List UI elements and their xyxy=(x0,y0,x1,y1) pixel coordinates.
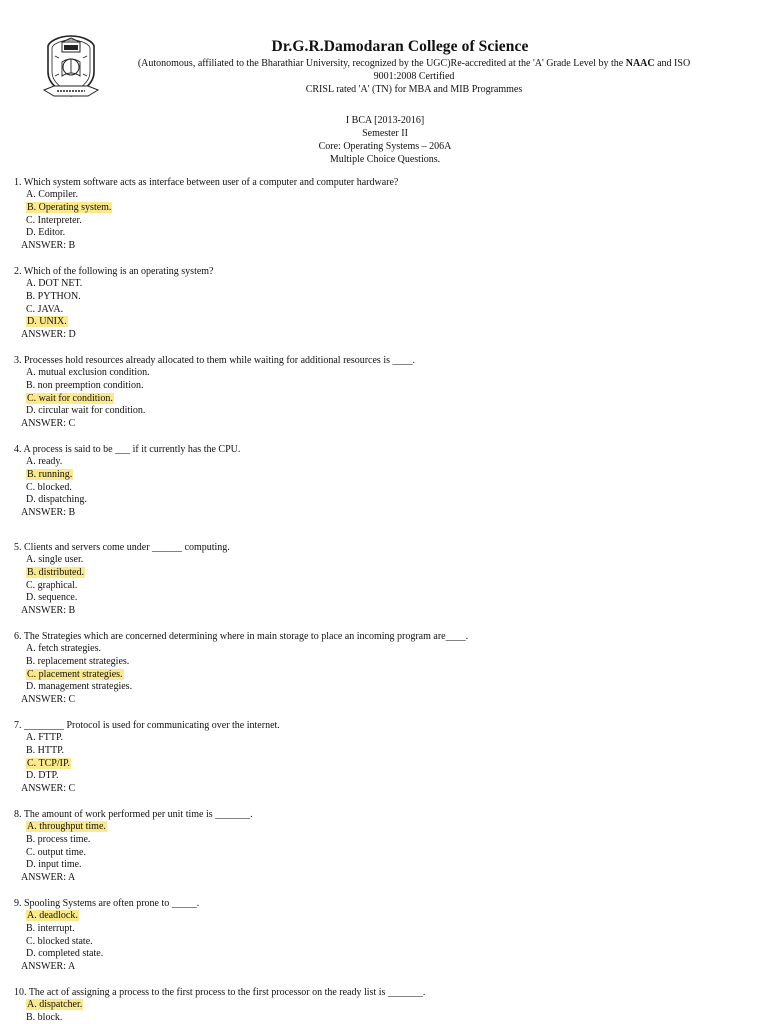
answer-option xyxy=(14,669,468,682)
option-text: B. non preemption condition. xyxy=(26,379,144,391)
answer-key: ANSWER: A xyxy=(21,872,76,884)
answer-key: ANSWER: C xyxy=(21,418,76,430)
answer-key: ANSWER: D xyxy=(21,329,76,341)
question-item xyxy=(14,354,415,431)
question-text: 2. Which of the following is an operating system? xyxy=(14,266,214,277)
question-text: 8. The amount of work performed per unit time is _______. xyxy=(14,809,253,820)
answer-option xyxy=(14,999,425,1012)
option-text: D. input time. xyxy=(26,859,82,871)
answer-option xyxy=(14,304,214,317)
highlighted-answer: A. dispatcher. xyxy=(27,999,83,1010)
course-batch: I BCA [2013-2016] xyxy=(345,115,425,126)
option-text: C. Interpreter. xyxy=(26,214,82,226)
answer-option xyxy=(14,469,240,482)
answer-option xyxy=(14,227,398,240)
answer-option xyxy=(14,215,398,228)
answer-option xyxy=(14,482,240,495)
answer-option xyxy=(14,189,398,202)
highlighted-answer: C. wait for condition. xyxy=(27,392,113,404)
option-text: A. Compiler. xyxy=(26,189,78,200)
option-text: A. ready. xyxy=(26,456,63,467)
option-text: A. FTTP. xyxy=(26,732,63,743)
college-emblem-icon xyxy=(40,32,102,102)
highlighted-answer: A. deadlock. xyxy=(27,910,78,921)
option-text: C. JAVA. xyxy=(26,303,64,315)
course-info xyxy=(190,114,580,166)
answer-key: ANSWER: B xyxy=(21,240,76,252)
answer-key: ANSWER: A xyxy=(21,961,76,973)
answer-option xyxy=(14,494,240,507)
highlighted-answer: C. placement strategies. xyxy=(27,668,123,680)
option-text: D. dispatching. xyxy=(26,494,87,506)
answer-key: ANSWER: B xyxy=(21,605,76,617)
question-text: 4. A process is said to be ___ if it currently has the CPU. xyxy=(14,444,241,455)
highlighted-answer: C. TCP/IP. xyxy=(27,757,70,769)
course-semester: Semester II xyxy=(362,128,408,139)
question-item xyxy=(14,443,240,520)
option-text: D. circular wait for condition. xyxy=(26,405,146,417)
highlighted-answer: B. Operating system. xyxy=(27,201,112,213)
option-text: B. HTTP. xyxy=(26,744,65,756)
answer-option xyxy=(14,656,468,669)
option-text: C. output time. xyxy=(26,846,86,858)
answer-option xyxy=(14,316,214,329)
question-text: 1. Which system software acts as interface between user of a computer and computer hardware? xyxy=(14,177,399,188)
option-text: D. completed state. xyxy=(26,948,104,960)
answer-option xyxy=(14,278,214,291)
question-item xyxy=(14,176,398,253)
answer-option xyxy=(14,456,240,469)
answer-key: ANSWER: C xyxy=(21,694,76,706)
answer-option xyxy=(14,732,280,745)
answer-option xyxy=(14,580,230,593)
answer-option xyxy=(14,554,230,567)
answer-option xyxy=(14,405,415,418)
option-text: C. blocked. xyxy=(26,481,72,493)
option-text: B. interrupt. xyxy=(26,922,75,934)
answer-option xyxy=(14,821,253,834)
question-text: 5. Clients and servers come under ______ computing. xyxy=(14,542,230,553)
answer-option xyxy=(14,202,398,215)
question-item xyxy=(14,541,230,618)
answer-option xyxy=(14,770,280,783)
question-item xyxy=(14,808,253,885)
answer-option xyxy=(14,910,199,923)
answer-option xyxy=(14,567,230,580)
question-text: 9. Spooling Systems are often prone to _____. xyxy=(14,898,200,909)
answer-option xyxy=(14,758,280,771)
option-text: A. single user. xyxy=(26,554,84,565)
option-text: D. management strategies. xyxy=(26,681,133,693)
option-text: A. fetch strategies. xyxy=(26,643,101,654)
highlighted-answer: B. distributed. xyxy=(27,566,84,578)
question-item xyxy=(14,719,280,796)
course-core: Core: Operating Systems – 206A xyxy=(318,141,452,152)
answer-option xyxy=(14,745,280,758)
option-text: B. process time. xyxy=(26,833,91,845)
question-text: 10. The act of assigning a process to the first process to the first processor on the ready list is _______. xyxy=(14,987,426,998)
question-item xyxy=(14,897,199,974)
option-text: D. Editor. xyxy=(26,227,66,239)
answer-key: ANSWER: B xyxy=(21,507,76,519)
option-text: A. mutual exclusion condition. xyxy=(26,367,150,378)
option-text: C. blocked state. xyxy=(26,935,93,947)
option-text: B. PYTHON. xyxy=(26,290,81,302)
answer-option xyxy=(14,936,199,949)
answer-option xyxy=(14,834,253,847)
affiliation-line-3: CRISL rated 'A' (TN) for MBA and MIB Programmes xyxy=(305,84,523,95)
answer-option xyxy=(14,291,214,304)
answer-option xyxy=(14,643,468,656)
question-item xyxy=(14,630,468,707)
option-text: D. sequence. xyxy=(26,592,78,604)
option-text: A. DOT NET. xyxy=(26,278,83,289)
option-text: D. DTP. xyxy=(26,770,59,782)
answer-option xyxy=(14,847,253,860)
college-affiliation xyxy=(104,57,724,96)
affiliation-line-1: (Autonomous, affiliated to the Bharathiar University, recognized by the UGC)Re-accredited at the 'A' Grade Level by the NAAC and ISO xyxy=(137,58,691,69)
answer-option xyxy=(14,923,199,936)
answer-option xyxy=(14,859,253,872)
highlighted-answer: D. UNIX. xyxy=(27,316,67,328)
question-text: 7. ________ Protocol is used for communicating over the internet. xyxy=(14,720,280,731)
answer-key: ANSWER: C xyxy=(21,783,76,795)
answer-option xyxy=(14,592,230,605)
answer-option xyxy=(14,393,415,406)
answer-option xyxy=(14,948,199,961)
highlighted-answer: A. throughput time. xyxy=(27,821,106,832)
option-text: B. replacement strategies. xyxy=(26,655,130,667)
question-text: 6. The Strategies which are concerned determining where in main storage to place an incoming program are____. xyxy=(14,631,469,642)
highlighted-answer: B. running. xyxy=(27,468,73,480)
course-type: Multiple Choice Questions. xyxy=(329,154,441,165)
question-item xyxy=(14,986,425,1024)
option-text: C. graphical. xyxy=(26,579,78,591)
question-text: 3. Processes hold resources already allocated to them while waiting for additional resources is ____. xyxy=(14,355,415,366)
college-name: Dr.G.R.Damodaran College of Science xyxy=(271,38,529,55)
answer-option xyxy=(14,681,468,694)
option-text: B. block. xyxy=(26,1011,63,1023)
affiliation-line-2: 9001:2008 Certified xyxy=(373,71,455,82)
answer-option xyxy=(14,380,415,393)
question-item xyxy=(14,265,214,342)
answer-option xyxy=(14,1012,425,1024)
answer-option xyxy=(14,367,415,380)
